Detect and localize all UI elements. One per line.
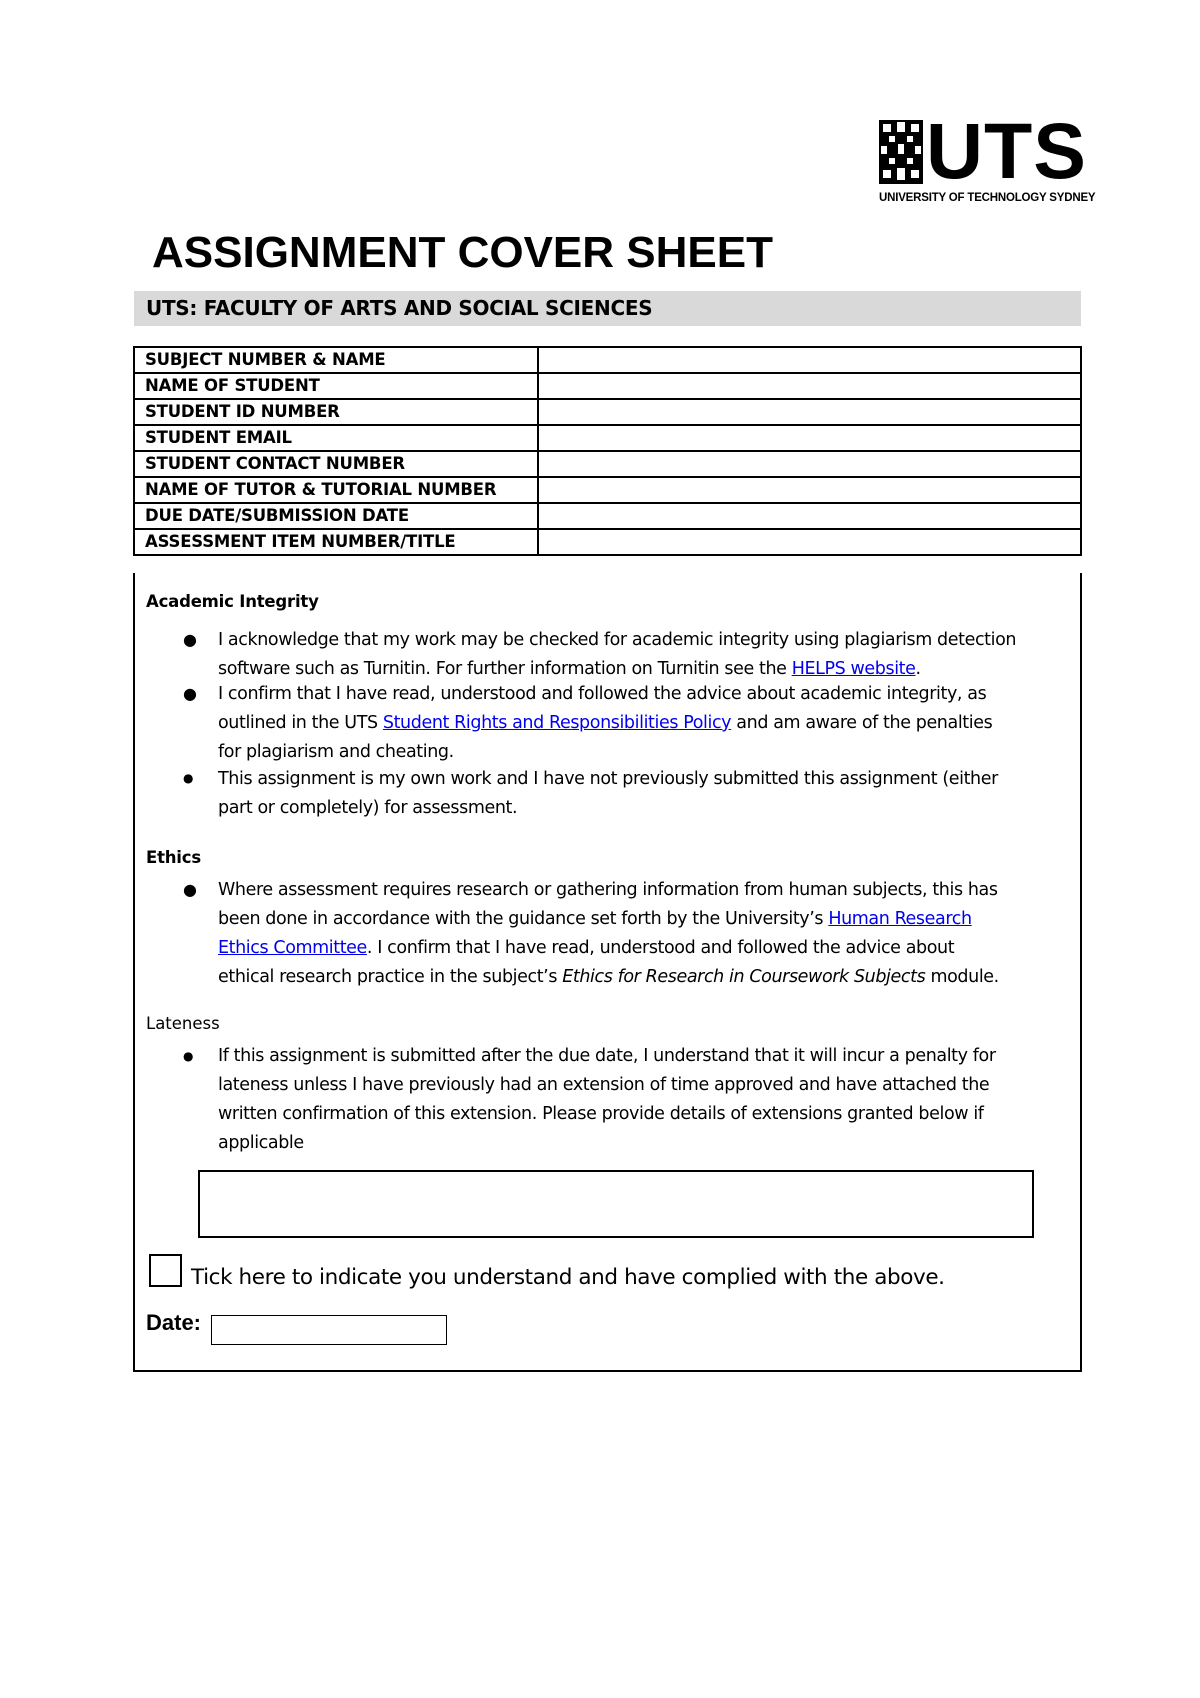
- date-field[interactable]: [211, 1315, 447, 1345]
- student-info-table: [133, 346, 1082, 556]
- uts-logo: [879, 106, 1096, 210]
- student-email-field[interactable]: [538, 425, 1081, 451]
- student-name-field[interactable]: [538, 373, 1081, 399]
- bullet-line: I confirm that I have read, understood and followed the advice about academic integrity, as: [218, 684, 987, 704]
- integrity-bullet-1: [218, 626, 1078, 684]
- bullet-icon: ●: [183, 1049, 194, 1063]
- module-name: Ethics for Research in Coursework Subjects: [562, 967, 926, 987]
- table-row: [134, 347, 1081, 373]
- bullet-text: .: [915, 659, 921, 679]
- bullet-line: [218, 905, 1078, 934]
- bullet-line: [218, 709, 1078, 738]
- row-label: NAME OF TUTOR & TUTORIAL NUMBER: [134, 477, 538, 503]
- bullet-text: and am aware of the penalties: [731, 713, 993, 733]
- bullet-line: I acknowledge that my work may be checked for academic integrity using plagiarism detection: [218, 630, 1017, 650]
- integrity-bullet-3: [218, 765, 1078, 823]
- assessment-item-field[interactable]: [538, 529, 1081, 555]
- row-label: STUDENT ID NUMBER: [134, 399, 538, 425]
- page-title: ASSIGNMENT COVER SHEET: [152, 228, 773, 277]
- lateness-bullet: [218, 1042, 1078, 1158]
- bullet-line: written confirmation of this extension. Please provide details of extensions granted below if: [218, 1104, 984, 1124]
- uts-wordmark: UTS: [926, 106, 1087, 195]
- row-label: STUDENT CONTACT NUMBER: [134, 451, 538, 477]
- bullet-text: . I confirm that I have read, understood and followed the advice about: [366, 938, 955, 958]
- table-row: [134, 373, 1081, 399]
- student-id-field[interactable]: [538, 399, 1081, 425]
- helps-website-link[interactable]: HELPS website: [791, 659, 916, 679]
- bullet-line: [218, 934, 1078, 963]
- human-research-ethics-link[interactable]: Human Research: [828, 909, 972, 929]
- bullet-line: [218, 963, 1078, 992]
- due-date-field[interactable]: [538, 503, 1081, 529]
- contact-number-field[interactable]: [538, 451, 1081, 477]
- tutor-field[interactable]: [538, 477, 1081, 503]
- bullet-icon: ●: [183, 880, 197, 899]
- bullet-line: This assignment is my own work and I have not previously submitted this assignment (either: [218, 769, 998, 789]
- bullet-text: module.: [925, 967, 999, 987]
- row-label: DUE DATE/SUBMISSION DATE: [134, 503, 538, 529]
- table-row: [134, 425, 1081, 451]
- bullet-line: for plagiarism and cheating.: [218, 742, 454, 762]
- row-label: NAME OF STUDENT: [134, 373, 538, 399]
- row-label: SUBJECT NUMBER & NAME: [134, 347, 538, 373]
- lateness-heading: Lateness: [146, 1014, 220, 1033]
- uts-subtitle: UNIVERSITY OF TECHNOLOGY SYDNEY: [879, 192, 1096, 204]
- table-row: [134, 503, 1081, 529]
- table-row: [134, 399, 1081, 425]
- uts-crest-icon: [879, 120, 923, 184]
- bullet-icon: ●: [183, 630, 197, 649]
- ethics-heading: Ethics: [146, 848, 201, 867]
- bullet-line: Where assessment requires research or gathering information from human subjects, this has: [218, 880, 998, 900]
- bullet-text: been done in accordance with the guidance set forth by the University’s: [218, 909, 829, 929]
- bullet-line: If this assignment is submitted after the due date, I understand that it will incur a penalty for: [218, 1046, 996, 1066]
- integrity-bullet-2: [218, 680, 1078, 767]
- row-label: STUDENT EMAIL: [134, 425, 538, 451]
- student-rights-policy-link[interactable]: Student Rights and Responsibilities Policy: [382, 713, 732, 733]
- table-row: [134, 477, 1081, 503]
- ethics-bullet: [218, 876, 1078, 992]
- date-label: Date:: [146, 1310, 202, 1335]
- table-row: [134, 529, 1081, 555]
- compliance-checkbox[interactable]: [149, 1254, 182, 1287]
- row-label: ASSESSMENT ITEM NUMBER/TITLE: [134, 529, 538, 555]
- academic-integrity-heading: Academic Integrity: [146, 592, 319, 611]
- human-research-ethics-link-cont[interactable]: Ethics Committee: [218, 938, 367, 958]
- bullet-icon: ●: [183, 684, 197, 703]
- bullet-line: lateness unless I have previously had an extension of time approved and have attached the: [218, 1075, 990, 1095]
- faculty-banner: UTS: FACULTY OF ARTS AND SOCIAL SCIENCES: [134, 291, 1081, 326]
- bullet-line: applicable: [218, 1133, 304, 1153]
- bullet-line: part or completely) for assessment.: [218, 798, 518, 818]
- compliance-checkbox-label: Tick here to indicate you understand and have complied with the above.: [191, 1265, 945, 1290]
- bullet-text: software such as Turnitin. For further information on Turnitin see the: [218, 659, 792, 679]
- bullet-icon: ●: [183, 771, 194, 785]
- table-row: [134, 451, 1081, 477]
- bullet-text: ethical research practice in the subject’s: [218, 967, 563, 987]
- subject-field[interactable]: [538, 347, 1081, 373]
- bullet-text: outlined in the UTS: [218, 713, 383, 733]
- extension-details-field[interactable]: [198, 1170, 1034, 1238]
